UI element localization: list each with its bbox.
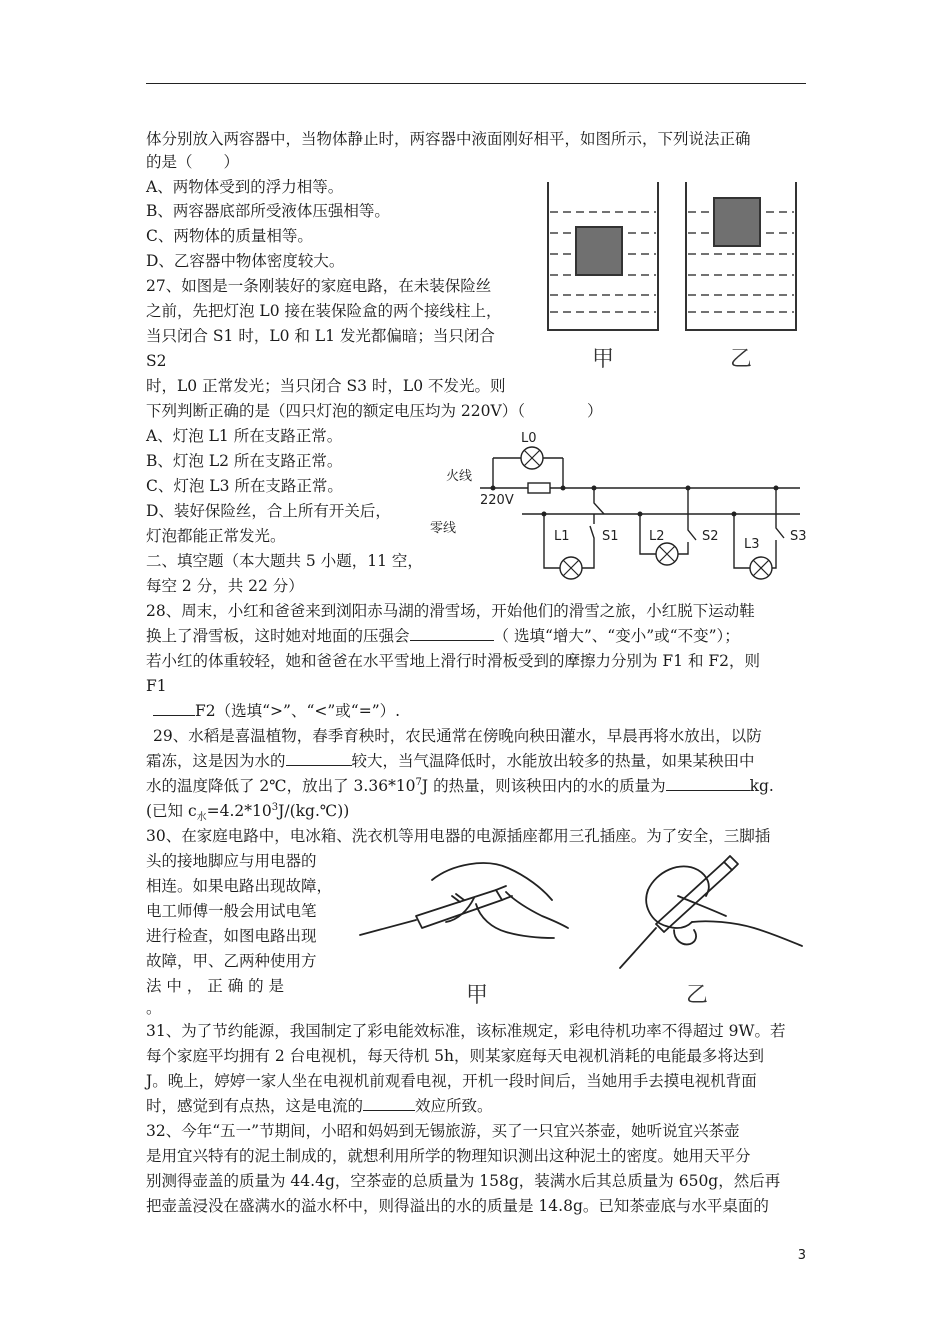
answer-blank — [363, 1096, 415, 1111]
text-span: 较大，当气温降低时，水能放出较多的热量，如果某秧田中 — [351, 752, 755, 770]
object-jia — [576, 227, 622, 275]
option-c: C、灯泡 L3 所在支路正常。 — [146, 477, 343, 495]
question-32: 32、今年“五一”节期间，小昭和妈妈到无锡旅游，买了一只宜兴茶壶，她听说宜兴茶壶 — [146, 1122, 740, 1140]
option-d: D、装好保险丝，合上所有开关后， — [146, 502, 391, 520]
text-span: (已知 c — [146, 802, 197, 820]
answer-blank — [410, 626, 494, 641]
option-a: A、灯泡 L1 所在支路正常。 — [146, 427, 343, 445]
text-line — [146, 625, 740, 647]
answer-blank — [153, 701, 195, 716]
label-l0: L0 — [521, 431, 537, 446]
circuit-figure — [418, 428, 808, 580]
text-line — [146, 1095, 493, 1117]
superscript: 7 — [415, 776, 422, 788]
text-line: 别测得壶盖的质量为 44.4g，空茶壶的总质量为 158g，装满水后其总质量为 650g，然后再 — [146, 1172, 781, 1190]
text-line — [146, 800, 349, 822]
text-line: 头的接地脚应与用电器的 — [146, 852, 317, 870]
text-line: 的是（ ） — [146, 153, 240, 171]
label-s2: S2 — [702, 529, 719, 544]
question-27: 27、如图是一条刚装好的家庭电路，在未装保险丝 — [146, 277, 492, 295]
option-c: C、两物体的质量相等。 — [146, 227, 313, 245]
text-line — [146, 700, 400, 722]
caption-yi: 乙 — [686, 983, 709, 1008]
header-rule — [146, 83, 806, 84]
text-span: 霜冻，这是因为水的 — [146, 752, 286, 770]
text-line: F1 — [146, 677, 167, 695]
label-s3: S3 — [790, 529, 807, 544]
text-line: 当只闭合 S1 时，L0 和 L1 发光都偏暗；当只闭合 — [146, 327, 495, 345]
text-line: 进行检查，如图电路出现 — [146, 927, 317, 945]
text-span: J 的热量，则该秧田内的水的质量为 — [421, 777, 666, 795]
answer-blank — [666, 776, 750, 791]
text-span: =4.2*10 — [206, 802, 272, 820]
text-line: 相连。如果电路出现故障， — [146, 877, 333, 895]
text-line: 体分别放入两容器中，当物体静止时，两容器中液面刚好相平，如图所示，下列说法正确 — [146, 130, 751, 148]
text-line: 。 — [146, 999, 162, 1017]
label-l3: L3 — [744, 537, 760, 552]
caption-jia: 甲 — [466, 983, 489, 1008]
superscript: 3 — [271, 801, 279, 813]
text-line: 下列判断正确的是（四只灯泡的额定电压均为 220V）（ ） — [146, 402, 603, 420]
answer-blank — [286, 751, 352, 766]
text-line: 法 中 ， 正 确 的 是 — [146, 977, 285, 995]
label-voltage: 220V — [480, 493, 514, 508]
section-heading: 每空 2 分，共 22 分） — [146, 577, 304, 595]
option-b: B、两容器底部所受液体压强相等。 — [146, 202, 390, 220]
text-line: 每个家庭平均拥有 2 台电视机，每天待机 5h，则某家庭每天电视机消耗的电能最多将达到 — [146, 1047, 764, 1065]
test-pen-figure — [356, 850, 806, 1015]
label-live: 火线 — [446, 469, 473, 484]
section-heading: 二、填空题（本大题共 5 小题，11 空， — [146, 552, 423, 570]
text-span: J/(kg.℃)) — [278, 802, 350, 820]
label-s1: S1 — [602, 529, 619, 544]
text-line: 之前，先把灯泡 L0 接在装保险盒的两个接线柱上， — [146, 302, 502, 320]
question-28: 28、周末，小红和爸爸来到浏阳赤马湖的滑雪场，开始他们的滑雪之旅，小红脱下运动鞋 — [146, 602, 755, 620]
caption-jia: 甲 — [592, 347, 615, 372]
page-number: 3 — [797, 1248, 806, 1263]
text-span: F2（选填“>”、“<”或“=”）. — [195, 702, 401, 720]
text-line — [146, 750, 755, 772]
containers-figure — [540, 180, 808, 380]
text-span: 效应所致。 — [415, 1097, 493, 1115]
text-span: 水的温度降低了 2℃，放出了 3.36*10 — [146, 777, 416, 795]
text-span: 换上了滑雪板，这时她对地面的压强会 — [146, 627, 410, 645]
text-line: 故障，甲、乙两种使用方 — [146, 952, 317, 970]
text-line: S2 — [146, 352, 167, 370]
label-l1: L1 — [554, 529, 570, 544]
question-30: 30、在家庭电路中，电冰箱、洗衣机等用电器的电源插座都用三孔插座。为了安全，三脚插 — [146, 827, 771, 845]
question-29: 29、水稻是喜温植物，春季育秧时，农民通常在傍晚向秧田灌水，早晨再将水放出，以防 — [153, 727, 762, 745]
text-line: J。晚上，婷婷一家人坐在电视机前观看电视，开机一段时间后，当她用手去摸电视机背面 — [146, 1072, 757, 1090]
text-line — [146, 775, 774, 797]
text-line: 把壶盖浸没在盛满水的溢水杯中，则得溢出的水的质量是 14.8g。已知茶壶底与水平桌面的 — [146, 1197, 769, 1215]
option-d: D、乙容器中物体密度较大。 — [146, 252, 345, 270]
text-span: （ 选填“增大”、“变小”或“不变”）； — [493, 627, 740, 645]
option-b: B、灯泡 L2 所在支路正常。 — [146, 452, 343, 470]
text-line: 若小红的体重较轻，她和爸爸在水平雪地上滑行时滑板受到的摩擦力分别为 F1 和 F2，则 — [146, 652, 761, 670]
text-line: 时，L0 正常发光；当只闭合 S3 时，L0 不发光。则 — [146, 377, 506, 395]
label-neutral: 零线 — [430, 521, 457, 536]
question-31: 31、为了节约能源，我国制定了彩电能效标准，该标准规定，彩电待机功率不得超过 9W。若 — [146, 1022, 786, 1040]
text-line: 电工师傅一般会用试电笔 — [146, 902, 317, 920]
text-span: kg. — [749, 777, 774, 795]
object-yi — [714, 198, 760, 246]
label-l2: L2 — [649, 529, 665, 544]
caption-yi: 乙 — [730, 347, 753, 372]
subscript: 水 — [196, 812, 207, 824]
text-span: 时，感觉到有点热，这是电流的 — [146, 1097, 364, 1115]
text-line: 是用宜兴特有的泥土制成的，就想利用所学的物理知识测出这种泥土的密度。她用天平分 — [146, 1147, 751, 1165]
text-line: 灯泡都能正常发光。 — [146, 527, 286, 545]
option-a: A、两物体受到的浮力相等。 — [146, 178, 344, 196]
